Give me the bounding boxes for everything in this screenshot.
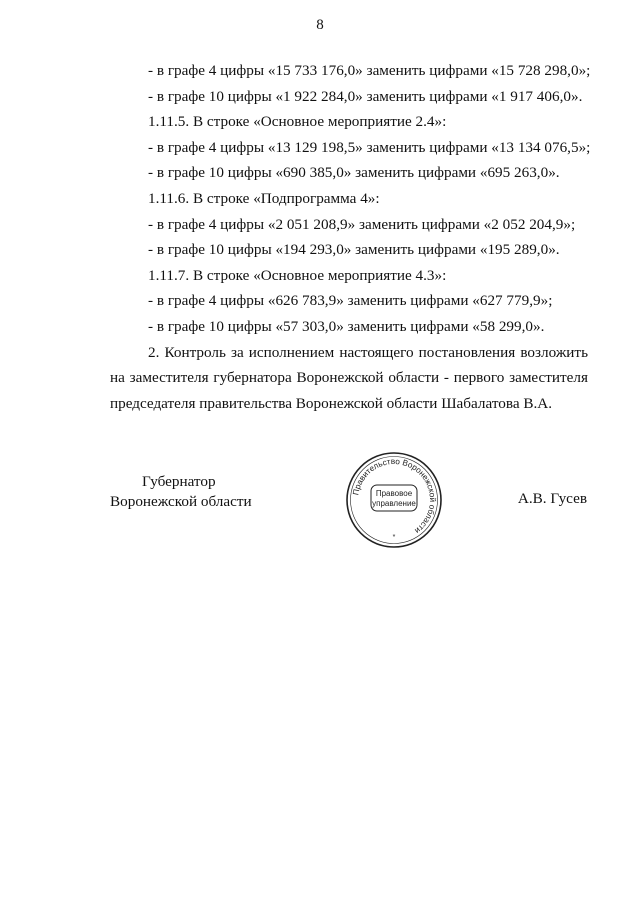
section-heading: 1.11.5. В строке «Основное мероприятие 2.4»: [148,113,447,131]
control-paragraph: 2. Контроль за исполнением настоящего постановления возложить на заместителя губернатора Воронежской области - первого заместителя председателя правительства Воронежской области Шабалатова В.А. [110,343,588,412]
signatory-region: Воронежской области [110,493,252,510]
section-heading: 1.11.6. В строке «Подпрограмма 4»: [148,189,380,207]
document-body [110,58,591,416]
amendment-line: - в графе 4 цифры «15 733 176,0» заменить цифрами «15 728 298,0»; [148,62,591,79]
section-heading: 1.11.7. В строке «Основное мероприятие 4.3»: [148,266,447,284]
stamp-center-line1: Правовое [375,489,413,498]
amendment-line: - в графе 10 цифры «1 922 284,0» заменить цифрами «1 917 406,0». [148,87,583,105]
official-stamp [344,450,444,550]
amendment-line: - в графе 10 цифры «194 293,0» заменить цифрами «195 289,0». [148,241,560,259]
amendment-line: - в графе 4 цифры «13 129 198,5» заменить цифрами «13 134 076,5»; [148,138,591,156]
page-number: 8 [316,17,324,33]
stamp-star: * [392,534,396,541]
signatory-title [110,472,270,512]
stamp-center-line2: управление [372,499,416,508]
stamp-ring-text: Правительство Воронежской области [351,456,438,536]
signatory-position: Губернатор [142,473,216,490]
amendment-line: - в графе 10 цифры «57 303,0» заменить цифрами «58 299,0». [148,317,545,335]
amendment-line: - в графе 10 цифры «690 385,0» заменить цифрами «695 263,0». [148,164,560,182]
signatory-name: А.В. Гусев [517,490,587,507]
amendment-line: - в графе 4 цифры «626 783,9» заменить цифрами «627 779,9»; [148,292,553,310]
amendment-line: - в графе 4 цифры «2 051 208,9» заменить цифрами «2 052 204,9»; [148,215,576,233]
